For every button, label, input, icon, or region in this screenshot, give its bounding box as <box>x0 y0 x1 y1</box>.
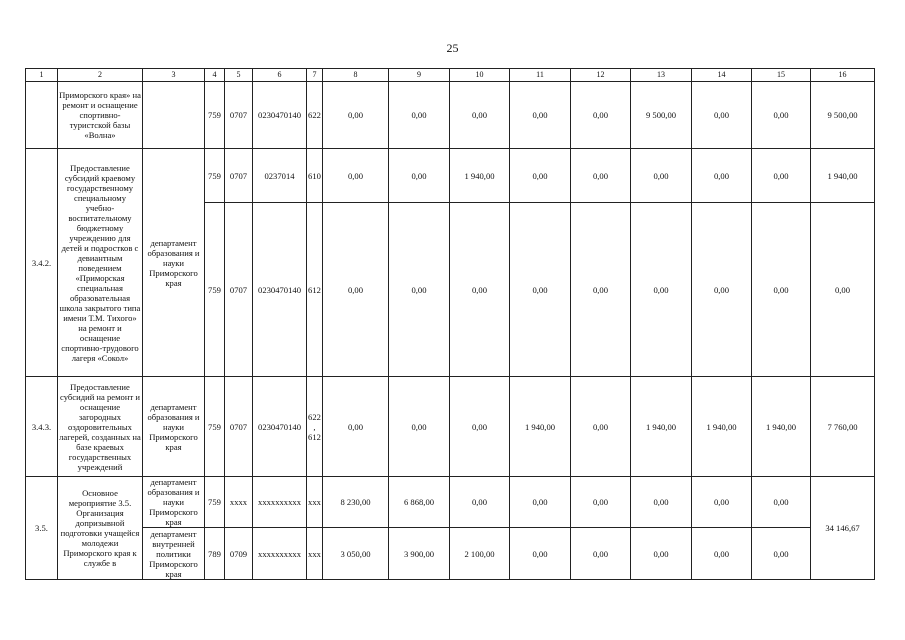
value-cell: 0,00 <box>631 528 692 580</box>
table-row <box>26 528 875 580</box>
header-cell: 5 <box>225 69 253 82</box>
header-cell: 8 <box>323 69 389 82</box>
value-cell: 0,00 <box>450 377 510 477</box>
item-code: 3.4.2. <box>26 149 58 377</box>
value-cell: 0,00 <box>450 203 510 377</box>
value-cell: 0,00 <box>571 477 631 528</box>
value-cell: 0,00 <box>631 477 692 528</box>
value-cell: 0,00 <box>389 203 450 377</box>
header-cell: 15 <box>752 69 811 82</box>
section-code: 0709 <box>225 528 253 580</box>
value-cell: 0,00 <box>752 203 811 377</box>
value-cell: 1 940,00 <box>692 377 752 477</box>
expense-type-code: 622 <box>307 82 323 149</box>
value-cell: 0,00 <box>571 149 631 203</box>
value-cell: 0,00 <box>692 528 752 580</box>
value-cell: 0,00 <box>571 377 631 477</box>
value-cell: 0,00 <box>752 82 811 149</box>
executor <box>143 82 205 149</box>
section-code: 0707 <box>225 149 253 203</box>
header-cell: 16 <box>811 69 875 82</box>
target-code: 0230470140 <box>253 203 307 377</box>
value-cell: 0,00 <box>752 149 811 203</box>
expense-type-code: 612 <box>307 203 323 377</box>
value-cell: 9 500,00 <box>631 82 692 149</box>
target-code: xxxxxxxxxx <box>253 477 307 528</box>
grbs-code: 759 <box>205 203 225 377</box>
value-cell: 0,00 <box>631 149 692 203</box>
target-code: 0230470140 <box>253 82 307 149</box>
value-cell: 0,00 <box>389 82 450 149</box>
header-cell: 11 <box>510 69 571 82</box>
expense-type-code: 622, 612 <box>307 377 323 477</box>
value-cell: 1 940,00 <box>752 377 811 477</box>
grbs-code: 789 <box>205 528 225 580</box>
value-cell: 0,00 <box>571 203 631 377</box>
value-cell: 0,00 <box>389 377 450 477</box>
value-cell: 0,00 <box>510 477 571 528</box>
executor: департамент образования и науки Приморского края <box>143 149 205 377</box>
target-code: 0237014 <box>253 149 307 203</box>
value-cell: 3 900,00 <box>389 528 450 580</box>
header-cell: 7 <box>307 69 323 82</box>
value-cell: 0,00 <box>323 203 389 377</box>
page-number: 25 <box>446 41 459 55</box>
table-row <box>26 477 875 528</box>
value-cell: 3 050,00 <box>323 528 389 580</box>
value-cell: 0,00 <box>571 82 631 149</box>
column-number-row <box>26 69 875 82</box>
section-code: 0707 <box>225 82 253 149</box>
table-row <box>26 149 875 203</box>
budget-table <box>25 68 875 580</box>
executor: департамент образования и науки Приморского края <box>143 377 205 477</box>
item-name: Предоставление субсидий краевому государственному специальному учебно-воспитательному бюджетному учреждению для детей и подростков с девиантным поведением «Приморская специальная образовательная школа закрытого типа имени Т.М. Тихого» на ремонт и оснащение спортивно-трудового лагеря «Сокол» <box>58 149 143 377</box>
target-code: xxxxxxxxxx <box>253 528 307 580</box>
item-name: Основное мероприятие 3.5. Организация допризывной подготовки учащейся молодежи Приморского края к службе в <box>58 477 143 580</box>
value-cell: 8 230,00 <box>323 477 389 528</box>
value-cell: 0,00 <box>571 528 631 580</box>
header-cell: 9 <box>389 69 450 82</box>
value-cell: 0,00 <box>692 203 752 377</box>
total-cell: 7 760,00 <box>811 377 875 477</box>
value-cell: 1 940,00 <box>510 377 571 477</box>
header-cell: 13 <box>631 69 692 82</box>
item-code <box>26 82 58 149</box>
value-cell: 0,00 <box>692 82 752 149</box>
value-cell: 0,00 <box>450 82 510 149</box>
value-cell: 0,00 <box>323 377 389 477</box>
item-name: Предоставление субсидий на ремонт и оснащение загородных оздоровительных лагерей, созданных на базе краевых государственных учреждений <box>58 377 143 477</box>
value-cell: 0,00 <box>510 528 571 580</box>
total-cell: 9 500,00 <box>811 82 875 149</box>
item-code: 3.4.3. <box>26 377 58 477</box>
header-cell: 14 <box>692 69 752 82</box>
value-cell: 2 100,00 <box>450 528 510 580</box>
value-cell: 0,00 <box>323 149 389 203</box>
value-cell: 0,00 <box>510 82 571 149</box>
executor: департамент образования и науки Приморского края <box>143 477 205 528</box>
target-code: 0230470140 <box>253 377 307 477</box>
value-cell: 0,00 <box>692 149 752 203</box>
section-code: xxxx <box>225 477 253 528</box>
total-cell: 34 146,67 <box>811 477 875 580</box>
value-cell: 0,00 <box>389 149 450 203</box>
value-cell: 0,00 <box>510 203 571 377</box>
header-cell: 3 <box>143 69 205 82</box>
header-cell: 12 <box>571 69 631 82</box>
header-cell: 4 <box>205 69 225 82</box>
value-cell: 0,00 <box>752 528 811 580</box>
item-code: 3.5. <box>26 477 58 580</box>
value-cell: 6 868,00 <box>389 477 450 528</box>
value-cell: 0,00 <box>323 82 389 149</box>
table-row <box>26 377 875 477</box>
value-cell: 0,00 <box>510 149 571 203</box>
expense-type-code: xxx <box>307 477 323 528</box>
grbs-code: 759 <box>205 377 225 477</box>
executor: департамент внутренней политики Приморского края <box>143 528 205 580</box>
header-cell: 10 <box>450 69 510 82</box>
value-cell: 0,00 <box>692 477 752 528</box>
header-cell: 1 <box>26 69 58 82</box>
total-cell: 0,00 <box>811 203 875 377</box>
header-cell: 6 <box>253 69 307 82</box>
grbs-code: 759 <box>205 82 225 149</box>
value-cell: 0,00 <box>450 477 510 528</box>
header-cell: 2 <box>58 69 143 82</box>
table-row <box>26 82 875 149</box>
grbs-code: 759 <box>205 149 225 203</box>
value-cell: 1 940,00 <box>450 149 510 203</box>
value-cell: 1 940,00 <box>631 377 692 477</box>
value-cell: 0,00 <box>631 203 692 377</box>
section-code: 0707 <box>225 377 253 477</box>
item-name: Приморского края» на ремонт и оснащение спортивно-туристской базы «Волна» <box>58 82 143 149</box>
expense-type-code: xxx <box>307 528 323 580</box>
total-cell: 1 940,00 <box>811 149 875 203</box>
section-code: 0707 <box>225 203 253 377</box>
grbs-code: 759 <box>205 477 225 528</box>
value-cell: 0,00 <box>752 477 811 528</box>
expense-type-code: 610 <box>307 149 323 203</box>
